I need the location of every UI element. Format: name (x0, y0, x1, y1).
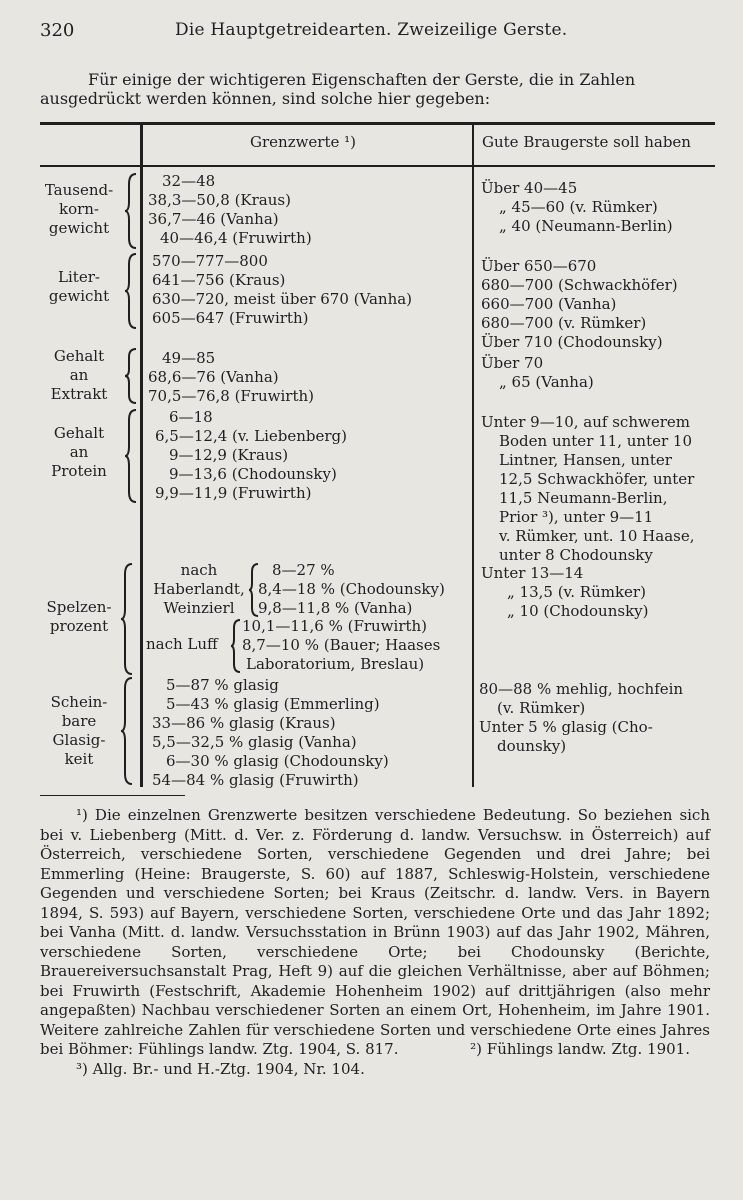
intro-paragraph: Für einige der wichtigeren Eigenschaften der Gerste, die in Zahlen ausgedrückt werden können, sind solche hier gegeben: (40, 70, 636, 108)
good-tkg: Über 40—45 „ 45—60 (v. Rümker) „ 40 (Neumann-Berlin) (481, 179, 673, 235)
column-header-good: Gute Braugerste soll haben (482, 133, 691, 151)
brace-icon (230, 618, 242, 674)
brace-icon (124, 347, 138, 405)
limits-pro: 6—18 6,5—12,4 (v. Liebenberg) 9—12,9 (Kraus) 9—13,6 (Chodounsky) 9,9—11,9 (Fruwirth) (155, 408, 347, 502)
row-label-gla: Schein- bare Glasig- keit (50, 693, 108, 768)
column-divider-right (472, 125, 474, 787)
brace-icon (124, 408, 138, 504)
footnote-rule (40, 795, 185, 796)
row-label-tkg: Tausend- korn- gewicht (44, 181, 114, 237)
limits-spe-group1: 8—27 % 8,4—18 % (Chodounsky) 9,8—11,8 % (Vanha) (258, 561, 445, 617)
limits-tkg: 32—48 38,3—50,8 (Kraus) 36,7—46 (Vanha) 40—46,4 (Fruwirth) (148, 172, 312, 247)
footnote-2: ²) Fühlings landw. Ztg. 1901. (470, 1040, 690, 1058)
footnotes (40, 806, 710, 1079)
row-label-spe: Spelzen- prozent (46, 598, 112, 635)
brace-icon (124, 172, 138, 250)
running-title: Die Hauptgetreidearten. Zweizeilige Gerste. (175, 20, 568, 40)
good-pro: Unter 9—10, auf schwerem Boden unter 11, unter 10 Lintner, Hansen, unter 12,5 Schwackhöfer, unter 11,5 Neumann-Berlin, Prior ³), unter 9—11 v. Rümker, unt. 10 Haase, unter 8 Chodounsky (481, 413, 695, 564)
good-lit: Über 650—670 680—700 (Schwackhöfer) 660—700 (Vanha) 680—700 (v. Rümker) Über 710 (Chodounsky) (481, 257, 678, 351)
brace-icon (120, 562, 134, 676)
row-label-lit: Liter- gewicht (48, 268, 110, 305)
limits-lit: 570—777—800 641—756 (Kraus) 630—720, meist über 670 (Vanha) 605—647 (Fruwirth) (152, 252, 413, 327)
limits-gla: 5—87 % glasig 5—43 % glasig (Emmerling) 33—86 % glasig (Kraus) 5,5—32,5 % glasig (Vanha) 6—30 % glasig (Chodounsky) 54—84 % glasig (Fruwirth) (152, 676, 389, 789)
brace-icon (124, 252, 138, 330)
good-gla: 80—88 % mehlig, hochfein (v. Rümker) Unter 5 % glasig (Cho- dounsky) (479, 680, 684, 755)
row-label-pro: Gehalt an Protein (51, 424, 107, 480)
good-ext: Über 70 „ 65 (Vanha) (481, 354, 594, 391)
spelzen-group2-label: nach Luff (146, 635, 218, 653)
page-number: 320 (40, 20, 75, 41)
footnote-3: ³) Allg. Br.- und H.-Ztg. 1904, Nr. 104. (76, 1059, 365, 1078)
spelzen-group1-label: nach Haberlandt, Weinzierl (153, 561, 245, 617)
column-divider-left (140, 125, 143, 787)
good-spe: Unter 13—14 „ 13,5 (v. Rümker) „ 10 (Chodounsky) (481, 564, 649, 620)
limits-spe-group2: 10,1—11,6 % (Fruwirth) 8,7—10 % (Bauer; Haases Laboratorium, Breslau) (242, 617, 441, 673)
row-label-ext: Gehalt an Extrakt (50, 347, 108, 403)
limits-ext: 49—85 68,6—76 (Vanha) 70,5—76,8 (Fruwirth) (148, 349, 315, 405)
footnote-1: ¹) Die einzelnen Grenzwerte besitzen verschiedene Bedeutung. So beziehen sich bei v. Liebenberg (Mitt. d. Ver. z. Förderung d. landw. Versuchsw. in Österreich) auf Österreich, verschiedene Sorten, verschiedene Gegenden und drei Jahre; bei Emmerling (Heine: Braugerste, S. 60) auf 1887, Schleswig-Holstein, verschiedene Gegenden und verschiedene Sorten; bei Kraus (Zeitschr. d. landw. Vers. in Bayern 1894, S. 593) auf Bayern, verschiedene Sorten, verschiedene Orte und das Jahr 1892; bei Vanha (Mitt. d. landw. Versuchsstation in Brünn 1903) auf das Jahr 1902, Mähren, verschiedene Sorten, verschiedene Orte; bei Chodounsky (Berichte, Brauereiversuchsanstalt Prag, Heft 9) auf die gleichen Verhältnisse, aber auf Böhmen; bei Fruwirth (Festschrift, Akademie Hohenheim 1902) auf drittjährigen (also mehr angepaßten) Nachbau verschiedener Sorten an einem Ort, Hohenheim, im Jahre 1901. Weitere zahlreiche Zahlen für verschiedene Sorten und verschiedene Orte eines Jahres bei Böhmer: Fühlings landw. Ztg. 1904, S. 817. (40, 806, 710, 1058)
brace-icon (120, 676, 134, 786)
column-header-limits: Grenzwerte ¹) (250, 133, 357, 151)
